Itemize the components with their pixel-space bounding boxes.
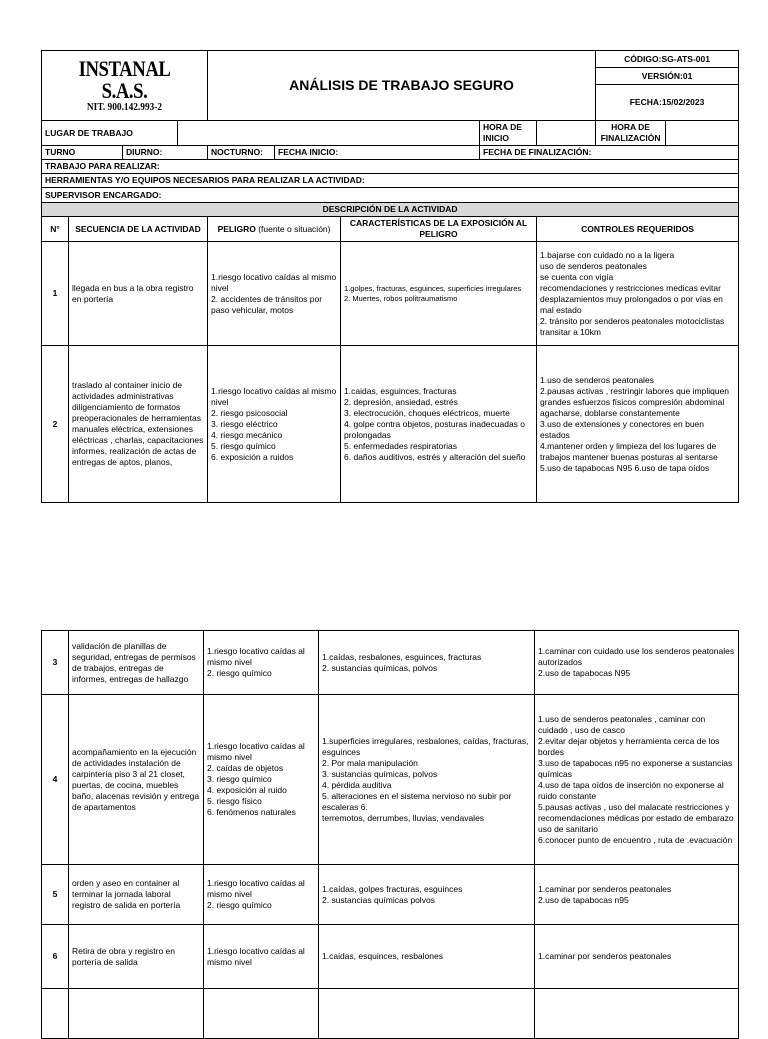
- document-code: CÓDIGO:SG-ATS-001: [596, 51, 739, 68]
- row-num: 3: [42, 631, 69, 695]
- lugar-value[interactable]: [178, 121, 480, 146]
- col-secuencia: SECUENCIA DE LA ACTIVIDAD: [69, 217, 208, 242]
- row-secuencia: validación de planillas de seguridad, entregas de permisos de trabajos, entregas de informes, entregas de hallazgo: [69, 631, 204, 695]
- empty-cell[interactable]: [42, 989, 69, 1039]
- row-peligro: 1.riesgo locativo caídas al mismo nivel 2. riesgo psicosocial 3. riesgo eléctrico 4. riesgo mecánico 5. riesgo químico 6. exposición a ruidos: [208, 346, 341, 503]
- col-peligro-bold: PELIGRO: [217, 223, 256, 234]
- row-caracteristicas: 1.superficies irregulares, resbalones, caídas, fracturas, esguinces 2. Por mala manipulación 3. sustancias químicas, polvos 4. pérdida auditiva 5. alteraciones en el sistema nervioso no subir por escaleras 6. terremotos, derrumbes, lluvias, vendavales: [319, 695, 535, 865]
- row-peligro: 1.riesgo locativo caídas al mismo nivel 2. accidentes de tránsitos por paso vehicular, motos: [208, 242, 341, 346]
- row-peligro: 1.riesgo locativo caídas al mismo nivel 2. caídas de objetos 3. riesgo químico 4. exposición al ruido 5. riesgo físico 6. fenómenos naturales: [204, 695, 319, 865]
- row-num: 2: [42, 346, 69, 503]
- row-caracteristicas: 1.golpes, fracturas, esguinces, superficies irregulares 2. Muertes, robos politraumatismo: [341, 242, 537, 346]
- row-caracteristicas: 1.caídas, resbalones, esguinces, fracturas 2. sustancias químicas, polvos: [319, 631, 535, 695]
- row-caracteristicas: 1.caidas, esguinces, fracturas 2. depresión, ansiedad, estrés 3. electrocución, choques eléctricos, muerte 4. golpe contra objetos, posturas inadecuadas o prolongadas 5. enfermedades respiratorias 6. daños auditivos, estrés y alteración del sueño: [341, 346, 537, 503]
- document-date: FECHA:15/02/2023: [596, 85, 739, 121]
- table-row: [42, 631, 739, 695]
- row-controles: 1.caminar con cuidado use los senderos peatonales autorizados 2.uso de tapabocas N95: [535, 631, 739, 695]
- table-row: [42, 695, 739, 865]
- row-num: 6: [42, 925, 69, 989]
- document-title: ANÁLISIS DE TRABAJO SEGURO: [208, 51, 596, 121]
- company-name: INSTANAL S.A.S.: [78, 56, 171, 103]
- col-peligro-rest: (fuente o situación): [255, 223, 331, 234]
- row-caracteristicas: 1.caídas, golpes fracturas, esguinces 2. sustancias químicas polvos: [319, 865, 535, 925]
- lugar-label: LUGAR DE TRABAJO: [42, 121, 178, 146]
- fecha-fin-label: FECHA DE FINALIZACIÓN:: [480, 146, 739, 160]
- row-secuencia: orden y aseo en container al terminar la jornada laboral registro de salida en portería: [69, 865, 204, 925]
- table-row: [42, 925, 739, 989]
- col-peligro: [208, 217, 341, 242]
- empty-cell[interactable]: [535, 989, 739, 1039]
- herramientas-label: HERRAMIENTAS Y/O EQUIPOS NECESARIOS PARA REALIZAR LA ACTIVIDAD:: [42, 174, 739, 188]
- diurno-label: DIURNO:: [123, 146, 208, 160]
- empty-cell[interactable]: [319, 989, 535, 1039]
- table-row: [42, 346, 739, 503]
- table-row-empty: [42, 989, 739, 1039]
- hora-fin-label: HORA DE FINALIZACIÓN: [596, 121, 666, 146]
- row-controles: 1.bajarse con cuidado no a la ligera uso de senderos peatonales se cuenta con vigía recomendaciones y restricciones medicas evitar desplazamientos muy prolongados o por vías en mal estado 2. tránsito por senderos peatonales motociclistas transitar a 10km: [537, 242, 739, 346]
- row-num: 1: [42, 242, 69, 346]
- empty-cell[interactable]: [69, 989, 204, 1039]
- row-controles: 1.caminar por senderos peatonales: [535, 925, 739, 989]
- trabajo-label: TRABAJO PARA REALIZAR:: [42, 160, 739, 174]
- row-peligro: 1.riesgo locativo caídas al mismo nivel 2. riesgo químico: [204, 631, 319, 695]
- hora-fin-value[interactable]: [666, 121, 739, 146]
- company-nit: NIT. 900.142.993-2: [86, 101, 163, 113]
- row-peligro: 1.riesgo locativo caídas al mismo nivel 2. riesgo químico: [204, 865, 319, 925]
- col-num: N°: [42, 217, 69, 242]
- fecha-inicio-label: FECHA INICIO:: [275, 146, 480, 160]
- row-controles: 1.uso de senderos peatonales 2.pausas activas , restringir labores que impliquen grandes esfuerzos físicos compresión abdominal agacharse, doblarse constantemente 3.uso de extensiones y conectores en buen estados 4.mantener orden y limpieza del los lugares de trabajos mantener buenas posturas al sentarse 5.uso de tapabocas N95 6.uso de tapa oídos: [537, 346, 739, 503]
- table-row: [42, 865, 739, 925]
- ats-form-table-continued: [41, 630, 739, 1039]
- row-controles: 1.uso de senderos peatonales , caminar con cuidado , uso de casco 2.evitar dejar objetos y herramienta cerca de los bordes 3.uso de tapabocas n95 no exponerse a sustancias químicas 4.uso de tapa oídos de inserción no exponerse al ruido constante 5.pausas activas , uso del malacate restricciones y recomendaciones médicas por estado de embarazo uso de sanitario 6.conocer punto de encuentro , ruta de .evacuación: [535, 695, 739, 865]
- row-secuencia: llegada en bus a la obra registro en portería: [69, 242, 208, 346]
- section-title: DESCRIPCIÓN DE LA ACTIVIDAD: [42, 203, 739, 217]
- col-controles: CONTROLES REQUERIDOS: [537, 217, 739, 242]
- hora-inicio-label: HORA DE INICIO: [480, 121, 537, 146]
- empty-cell[interactable]: [204, 989, 319, 1039]
- row-secuencia: traslado al container inicio de actividades administrativas diligenciamiento de formatos preoperacionales de herramientas manuales eléctrica, extensiones eléctricas , charlas, capacitaciones informes, realización de actas de entregas de aptos, planos,: [69, 346, 208, 503]
- row-peligro: 1.riesgo locativo caídas al mismo nivel: [204, 925, 319, 989]
- row-secuencia: acompañamiento en la ejecución de actividades instalación de carpintería piso 3 al 21 closet, puertas, de cocina, muebles baño, alacenas revisión y entrega de apartamentos: [69, 695, 204, 865]
- row-caracteristicas: 1.caidas, esquinces, resbalones: [319, 925, 535, 989]
- supervisor-label: SUPERVISOR ENCARGADO:: [42, 188, 739, 203]
- company-logo: [42, 51, 208, 121]
- row-controles: 1.caminar por senderos peatonales 2.uso de tapabocas n95: [535, 865, 739, 925]
- row-num: 4: [42, 695, 69, 865]
- hora-inicio-value[interactable]: [537, 121, 596, 146]
- row-secuencia: Retira de obra y registro en portería de salida: [69, 925, 204, 989]
- turno-label: TURNO: [42, 146, 123, 160]
- ats-form-table: [41, 50, 739, 503]
- document-version: VERSIÓN:01: [596, 68, 739, 85]
- col-caracteristicas: CARACTERÍSTICAS DE LA EXPOSICIÓN AL PELIGRO: [341, 217, 537, 242]
- row-num: 5: [42, 865, 69, 925]
- table-row: [42, 242, 739, 346]
- nocturno-label: NOCTURNO:: [208, 146, 275, 160]
